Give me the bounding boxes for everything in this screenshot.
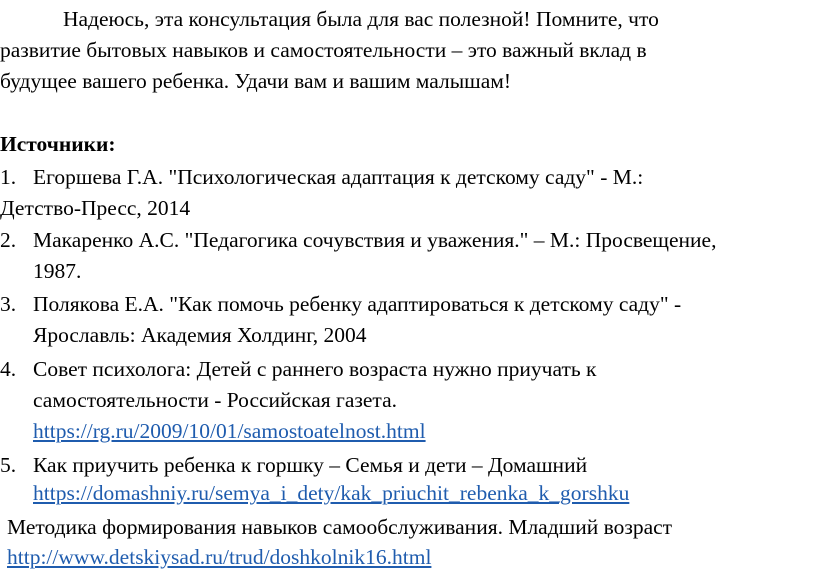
source-4-line-2: самостоятельности - Российская газета. xyxy=(33,388,397,412)
source-1-line-2: Детство-Пресс, 2014 xyxy=(0,196,191,220)
source-5-link[interactable]: https://domashniy.ru/semya_i_dety/kak_priuchit_rebenka_k_gorshku xyxy=(33,481,630,505)
source-4-number: 4. xyxy=(0,357,17,381)
source-4-line-1: Совет психолога: Детей с раннего возраста нужно приучать к xyxy=(33,357,597,381)
source-extra-link[interactable]: http://www.detskiysad.ru/trud/doshkolnik16.html xyxy=(7,545,432,569)
intro-line-3: будущее вашего ребенка. Удачи вам и вашим малышам! xyxy=(0,69,512,93)
source-1-number: 1. xyxy=(0,165,17,189)
source-5-number: 5. xyxy=(0,453,17,477)
source-1-line-1: Егоршева Г.А. "Психологическая адаптация к детскому саду" - М.: xyxy=(33,165,644,189)
intro-line-2: развитие бытовых навыков и самостоятельности – это важный вклад в xyxy=(0,38,647,62)
source-extra-text: Методика формирования навыков самообслуживания. Младший возраст xyxy=(7,515,673,539)
source-3-line-2: Ярославль: Академия Холдинг, 2004 xyxy=(33,323,367,347)
source-5-line-1: Как приучить ребенка к горшку – Семья и дети – Домашний xyxy=(33,453,588,477)
sources-heading: Источники: xyxy=(0,132,116,156)
source-2-number: 2. xyxy=(0,228,17,252)
source-3-number: 3. xyxy=(0,292,17,316)
source-3-line-1: Полякова Е.А. "Как помочь ребенку адаптироваться к детскому саду" - xyxy=(33,292,682,316)
source-4-link[interactable]: https://rg.ru/2009/10/01/samostoatelnost.html xyxy=(33,419,426,443)
source-2-line-1: Макаренко А.С. "Педагогика сочувствия и уважения." – М.: Просвещение, xyxy=(33,228,717,252)
source-2-line-2: 1987. xyxy=(33,259,82,283)
intro-line-1: Надеюсь, эта консультация была для вас полезной! Помните, что xyxy=(63,7,659,31)
